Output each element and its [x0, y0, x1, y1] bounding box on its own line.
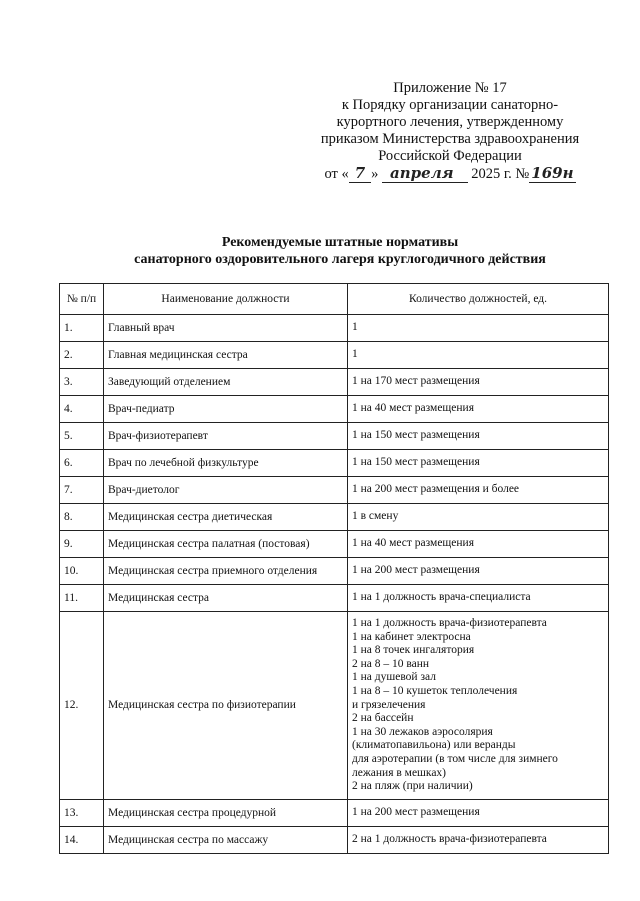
- quantity-line: и грязелечения: [352, 698, 426, 711]
- table-row: [60, 423, 609, 450]
- row-number: 9.: [60, 531, 104, 558]
- row-position: Врач-диетолог: [104, 477, 348, 504]
- row-number: 13.: [60, 799, 104, 826]
- header-position: Наименование должности: [104, 284, 348, 315]
- table-row: [60, 585, 609, 612]
- quantity-line: 1 на 200 мест размещения и более: [352, 483, 520, 496]
- quantity-line: 1 на кабинет электросна: [352, 630, 471, 643]
- quantity-line: 1 на 200 мест размещения: [352, 805, 480, 818]
- table-row: [60, 558, 609, 585]
- row-quantity: [348, 342, 609, 369]
- quantity-line: для аэротерапии (в том числе для зимнего: [352, 752, 558, 765]
- table-row: [60, 315, 609, 342]
- quantity-line: 1 на душевой зал: [352, 671, 436, 684]
- row-quantity: [348, 477, 609, 504]
- row-position: Медицинская сестра по массажу: [104, 826, 348, 853]
- row-number: 14.: [60, 826, 104, 853]
- quantity-line: 1 на 40 мест размещения: [352, 402, 474, 415]
- row-number: 10.: [60, 558, 104, 585]
- row-quantity: [348, 612, 609, 800]
- table-row: [60, 826, 609, 853]
- table-row: [60, 477, 609, 504]
- table-row: [60, 531, 609, 558]
- row-position: Врач-педиатр: [104, 396, 348, 423]
- row-position: Заведующий отделением: [104, 369, 348, 396]
- annex-line: Приложение № 17: [393, 80, 507, 96]
- row-quantity: [348, 450, 609, 477]
- row-quantity: [348, 315, 609, 342]
- row-number: 4.: [60, 396, 104, 423]
- annex-line: приказом Министерства здравоохранения: [320, 131, 580, 147]
- quantity-line: 1 в смену: [352, 510, 399, 523]
- date-mid: »: [371, 166, 379, 182]
- row-position: Медицинская сестра по физиотерапии: [104, 612, 348, 800]
- document-title: [40, 234, 640, 268]
- table-row: [60, 342, 609, 369]
- row-position: Главный врач: [104, 315, 348, 342]
- quantity-line: 2 на бассейн: [352, 712, 414, 725]
- row-number: 1.: [60, 315, 104, 342]
- row-quantity: [348, 799, 609, 826]
- row-position: Врач-физиотерапевт: [104, 423, 348, 450]
- row-position: Медицинская сестра палатная (постовая): [104, 531, 348, 558]
- row-quantity: [348, 531, 609, 558]
- row-position: Врач по лечебной физкультуре: [104, 450, 348, 477]
- row-position: Медицинская сестра процедурной: [104, 799, 348, 826]
- row-number: 3.: [60, 369, 104, 396]
- date-prefix: от «: [324, 166, 349, 182]
- row-quantity: [348, 369, 609, 396]
- quantity-line: 1 на 30 лежаков аэросолярия: [352, 725, 493, 738]
- table-row: [60, 369, 609, 396]
- staffing-table: [59, 283, 609, 854]
- row-position: Медицинская сестра диетическая: [104, 504, 348, 531]
- quantity-line: 2 на 8 – 10 ванн: [352, 657, 430, 670]
- handwritten-month: апреля: [382, 164, 468, 183]
- table-row: [60, 396, 609, 423]
- row-quantity: [348, 558, 609, 585]
- row-quantity: [348, 396, 609, 423]
- row-number: 12.: [60, 612, 104, 800]
- table-row: [60, 799, 609, 826]
- quantity-line: 1 на 170 мест размещения: [352, 375, 480, 388]
- quantity-line: 1: [352, 348, 358, 361]
- year-text: 2025 г. №: [471, 166, 530, 182]
- row-quantity: [348, 585, 609, 612]
- row-position: Главная медицинская сестра: [104, 342, 348, 369]
- quantity-line: 1 на 1 должность врача-физиотерапевта: [352, 617, 547, 629]
- quantity-line: 1 на 150 мест размещения: [352, 456, 480, 469]
- quantity-line: 1 на 1 должность врача-специалиста: [352, 591, 531, 604]
- quantity-line: 1 на 200 мест размещения: [352, 564, 480, 577]
- row-position: Медицинская сестра приемного отделения: [104, 558, 348, 585]
- quantity-line: (климатопавильона) или веранды: [352, 739, 516, 752]
- quantity-line: 1 на 8 точек ингалятория: [352, 644, 475, 657]
- order-date-line: [300, 165, 600, 183]
- annex-line: курортного лечения, утвержденному: [336, 114, 564, 130]
- row-number: 5.: [60, 423, 104, 450]
- table-header-row: [60, 284, 609, 315]
- handwritten-number: 169н: [531, 164, 574, 182]
- header-quantity: Количество должностей, ед.: [348, 284, 609, 315]
- row-number: 8.: [60, 504, 104, 531]
- quantity-line: 1 на 8 – 10 кушеток теплолечения: [352, 684, 518, 697]
- quantity-line: лежания в мешках): [352, 766, 447, 779]
- handwritten-day: 7: [349, 164, 371, 183]
- row-number: 6.: [60, 450, 104, 477]
- quantity-line: 1 на 150 мест размещения: [352, 429, 480, 442]
- table-row: [60, 612, 609, 800]
- quantity-line: 1 на 40 мест размещения: [352, 537, 474, 550]
- title-line-1: Рекомендуемые штатные нормативы: [221, 235, 459, 250]
- row-position: Медицинская сестра: [104, 585, 348, 612]
- row-number: 7.: [60, 477, 104, 504]
- title-line-2: санаторного оздоровительного лагеря круглогодичного действия: [134, 252, 546, 267]
- table-row: [60, 504, 609, 531]
- row-quantity: [348, 826, 609, 853]
- row-quantity: [348, 423, 609, 450]
- annex-line: к Порядку организации санаторно-: [341, 97, 559, 113]
- table-row: [60, 450, 609, 477]
- quantity-line: 2 на 1 должность врача-физиотерапевта: [352, 832, 547, 845]
- annex-header: [300, 80, 600, 183]
- quantity-line: 2 на пляж (при наличии): [352, 780, 473, 793]
- quantity-line: 1: [352, 321, 358, 334]
- row-number: 11.: [60, 585, 104, 612]
- annex-line: Российской Федерации: [378, 148, 522, 164]
- header-num: № п/п: [60, 284, 104, 315]
- row-number: 2.: [60, 342, 104, 369]
- row-quantity: [348, 504, 609, 531]
